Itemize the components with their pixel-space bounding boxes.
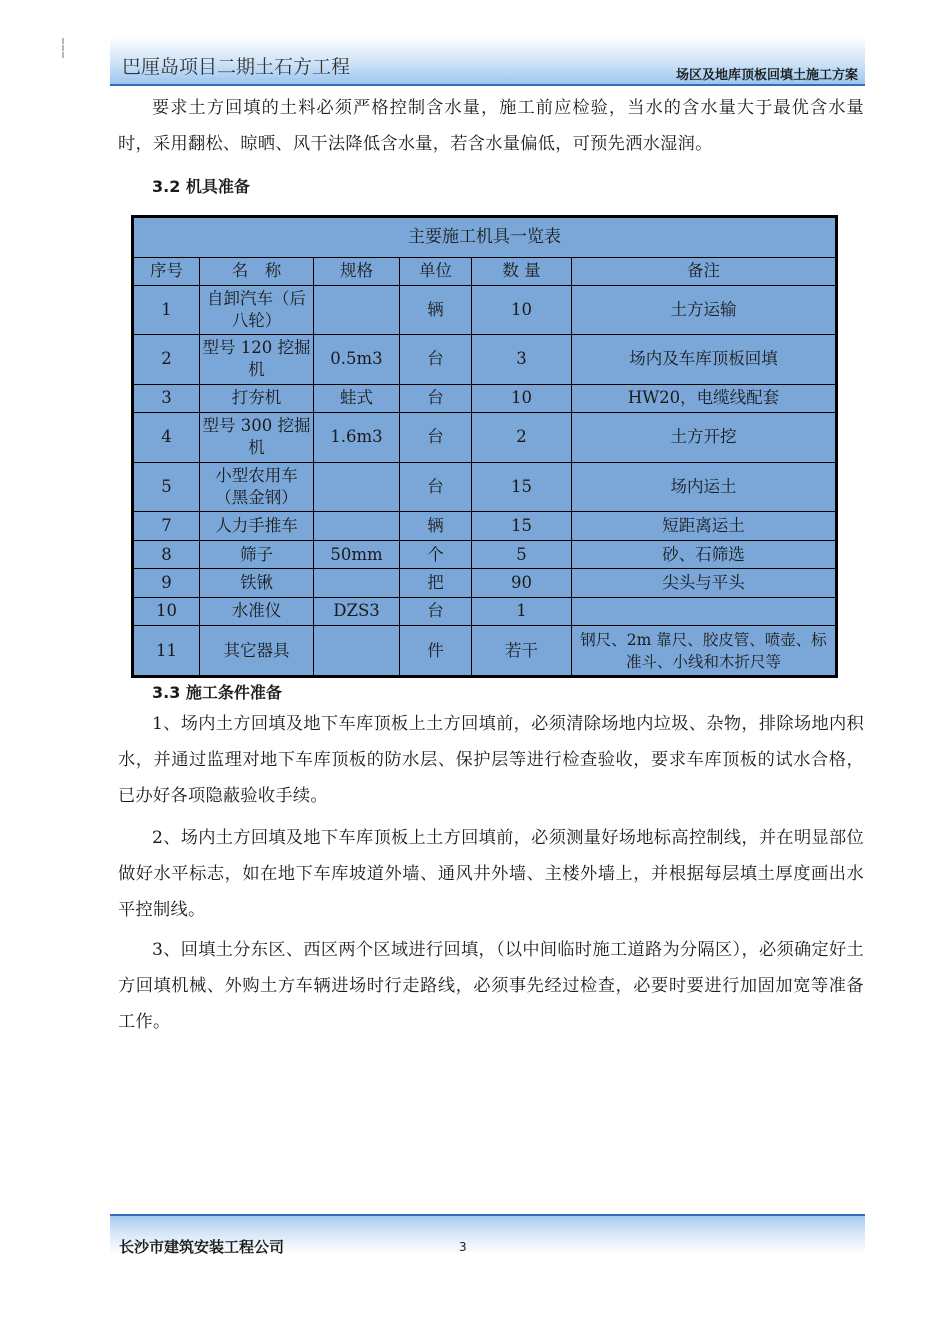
header-document-title: 场区及地库顶板回填土施工方案 [675,68,858,83]
table-cell: 0.5m3 [314,334,400,384]
footer-rule [110,1214,865,1216]
table-row [134,412,836,462]
table-cell: 型号 120 挖掘机 [200,334,314,384]
condition-paragraph-2: 2、场内土方回填及地下车库顶板上土方回填前，必须测量好场地标高控制线，并在明显部位做好水平标志，如在地下车库坡道外墙、通风井外墙、主楼外墙上，并根据每层填土厚度画出水平控制线。 [118,828,864,920]
table-cell: 台 [400,334,472,384]
table-cell: 90 [472,569,572,597]
table-cell: 9 [134,569,200,597]
table-cell: 其它器具 [200,626,314,676]
table-cell: 铁锹 [200,569,314,597]
table-row [134,384,836,412]
table-cell: 小型农用车（黑金钢） [200,462,314,512]
table-cell: 4 [134,412,200,462]
table-row [134,540,836,568]
section-heading-3-2: 3.2 机具准备 [152,177,250,196]
table-title: 主要施工机具一览表 [134,218,836,258]
table-cell: 型号 300 挖掘机 [200,412,314,462]
section-heading-3-3: 3.3 施工条件准备 [152,683,282,702]
column-header: 规格 [314,257,400,285]
header-project-title: 巴厘岛项目二期土石方工程 [122,56,351,78]
table-cell: 筛子 [200,540,314,568]
table-cell: 辆 [400,286,472,335]
table-cell: 蛙式 [314,384,400,412]
table-cell: 10 [472,286,572,335]
table-cell: 把 [400,569,472,597]
table-cell: 若干 [472,626,572,676]
table-cell [314,286,400,335]
column-header: 单位 [400,257,472,285]
table-row [134,626,836,676]
table-cell: 5 [472,540,572,568]
table-cell: 钢尺、2m 靠尺、胶皮管、喷壶、标准斗、小线和木折尺等 [572,626,836,676]
table-cell [314,462,400,512]
table-row [134,334,836,384]
table-cell: 1.6m3 [314,412,400,462]
table-cell: 土方运输 [572,286,836,335]
table-cell: 1 [472,597,572,625]
table-cell: 8 [134,540,200,568]
table-cell: 11 [134,626,200,676]
table-cell: 尖头与平头 [572,569,836,597]
table-header-row [134,257,836,285]
table-cell: 砂、石筛选 [572,540,836,568]
column-header: 序号 [134,257,200,285]
table-cell: HW20，电缆线配套 [572,384,836,412]
table-cell: 土方开挖 [572,412,836,462]
table-cell: 水准仪 [200,597,314,625]
header-rule [110,84,865,86]
footer-company-name: 长沙市建筑安装工程公司 [119,1238,285,1256]
table-cell: 1 [134,286,200,335]
table-cell: 7 [134,512,200,540]
table-cell: 台 [400,462,472,512]
column-header: 数 量 [472,257,572,285]
table-cell [314,569,400,597]
column-header: 备注 [572,257,836,285]
table-cell: 辆 [400,512,472,540]
table-row [134,512,836,540]
table-cell: 自卸汽车（后八轮） [200,286,314,335]
condition-paragraph-1: 1、场内土方回填及地下车库顶板上土方回填前，必须清除场地内垃圾、杂物，排除场地内积水，并通过监理对地下车库顶板的防水层、保护层等进行检查验收，要求车库顶板的试水合格，已办好各项隐蔽验收手续。 [118,714,864,806]
intro-paragraph: 要求土方回填的土料必须严格控制含水量，施工前应检验，当水的含水量大于最优含水量时，采用翻松、晾晒、风干法降低含水量，若含水量偏低，可预先洒水湿润。 [118,98,864,154]
table-cell: 50mm [314,540,400,568]
table-cell: 3 [134,384,200,412]
table-row [134,569,836,597]
table-cell [572,597,836,625]
table-cell [314,512,400,540]
table-title-row [134,218,836,258]
table-cell: 2 [134,334,200,384]
table-row [134,462,836,512]
column-header: 名 称 [200,257,314,285]
table-cell: 台 [400,384,472,412]
table-cell: 短距离运土 [572,512,836,540]
table-cell: 台 [400,597,472,625]
page-number: 3 [459,1240,467,1254]
condition-paragraph-3: 3、回填土分东区、西区两个区域进行回填，（以中间临时施工道路为分隔区），必须确定好土方回填机械、外购土方车辆进场时行走路线，必须事先经过检查，必要时要进行加固加宽等准备工作。 [118,940,864,1032]
table-cell: 10 [134,597,200,625]
table-cell: 2 [472,412,572,462]
table-cell: 场内运土 [572,462,836,512]
table-cell: 件 [400,626,472,676]
equipment-table [131,215,838,678]
table-cell: 10 [472,384,572,412]
table-cell: 3 [472,334,572,384]
table-cell: 15 [472,512,572,540]
table-row [134,597,836,625]
table-cell: 个 [400,540,472,568]
header-corner-mark [62,38,74,58]
table-cell: 15 [472,462,572,512]
table-cell: 打夯机 [200,384,314,412]
table-row [134,286,836,335]
table-cell [314,626,400,676]
table-cell: 场内及车库顶板回填 [572,334,836,384]
table-cell: 人力手推车 [200,512,314,540]
table-cell: 5 [134,462,200,512]
table-cell: DZS3 [314,597,400,625]
table-cell: 台 [400,412,472,462]
